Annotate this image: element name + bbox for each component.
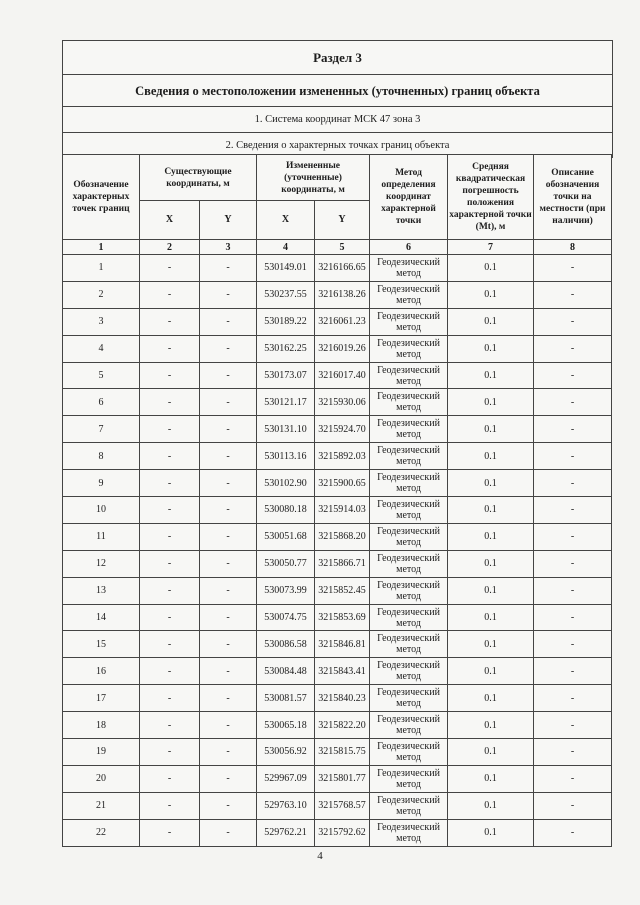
table-row xyxy=(63,819,612,846)
existing-y-cell: - xyxy=(200,497,257,524)
point-number-cell: 8 xyxy=(63,443,140,470)
point-number-cell: 21 xyxy=(63,792,140,819)
column-number: 5 xyxy=(315,240,370,255)
method-cell: Геодезический метод xyxy=(370,497,448,524)
existing-y-cell: - xyxy=(200,792,257,819)
changed-x-cell: 530113.16 xyxy=(257,443,315,470)
existing-y-cell: - xyxy=(200,470,257,497)
existing-y-cell: - xyxy=(200,712,257,739)
table-row xyxy=(63,631,612,658)
point-number-cell: 17 xyxy=(63,685,140,712)
changed-x-cell: 529762.21 xyxy=(257,819,315,846)
changed-y-cell: 3216017.40 xyxy=(315,362,370,389)
existing-y-cell: - xyxy=(200,604,257,631)
method-cell: Геодезический метод xyxy=(370,443,448,470)
table-row xyxy=(63,604,612,631)
method-cell: Геодезический метод xyxy=(370,712,448,739)
description-cell: - xyxy=(534,739,612,766)
description-cell: - xyxy=(534,362,612,389)
existing-x-cell: - xyxy=(140,523,200,550)
changed-y-cell: 3215868.20 xyxy=(315,523,370,550)
accuracy-cell: 0.1 xyxy=(448,792,534,819)
table-row xyxy=(63,362,612,389)
changed-y-cell: 3215853.69 xyxy=(315,604,370,631)
header-changed-x: X xyxy=(257,201,315,240)
changed-y-cell: 3215768.57 xyxy=(315,792,370,819)
method-cell: Геодезический метод xyxy=(370,416,448,443)
existing-y-cell: - xyxy=(200,631,257,658)
point-number-cell: 11 xyxy=(63,523,140,550)
column-number: 6 xyxy=(370,240,448,255)
changed-x-cell: 530084.48 xyxy=(257,658,315,685)
description-cell: - xyxy=(534,765,612,792)
table-row xyxy=(63,792,612,819)
existing-x-cell: - xyxy=(140,819,200,846)
method-cell: Геодезический метод xyxy=(370,685,448,712)
column-numbers-row xyxy=(63,240,612,255)
existing-x-cell: - xyxy=(140,792,200,819)
header-existing-y: Y xyxy=(200,201,257,240)
changed-x-cell: 530074.75 xyxy=(257,604,315,631)
point-number-cell: 12 xyxy=(63,550,140,577)
existing-y-cell: - xyxy=(200,281,257,308)
changed-x-cell: 530081.57 xyxy=(257,685,315,712)
changed-x-cell: 530080.18 xyxy=(257,497,315,524)
existing-x-cell: - xyxy=(140,443,200,470)
point-number-cell: 10 xyxy=(63,497,140,524)
coord-system-line: 1. Система координат МСК 47 зона 3 xyxy=(63,107,612,133)
method-cell: Геодезический метод xyxy=(370,550,448,577)
method-cell: Геодезический метод xyxy=(370,470,448,497)
existing-y-cell: - xyxy=(200,416,257,443)
accuracy-cell: 0.1 xyxy=(448,389,534,416)
changed-y-cell: 3215892.03 xyxy=(315,443,370,470)
point-number-cell: 3 xyxy=(63,308,140,335)
changed-x-cell: 530065.18 xyxy=(257,712,315,739)
existing-x-cell: - xyxy=(140,658,200,685)
changed-y-cell: 3215801.77 xyxy=(315,765,370,792)
changed-x-cell: 530073.99 xyxy=(257,577,315,604)
accuracy-cell: 0.1 xyxy=(448,281,534,308)
page-number: 4 xyxy=(317,850,323,862)
accuracy-cell: 0.1 xyxy=(448,308,534,335)
header-changed-coords: Измененные (уточненные) координаты, м xyxy=(257,155,370,201)
point-number-cell: 19 xyxy=(63,739,140,766)
existing-x-cell: - xyxy=(140,255,200,282)
table-row xyxy=(63,470,612,497)
changed-x-cell: 530102.90 xyxy=(257,470,315,497)
changed-y-cell: 3215866.71 xyxy=(315,550,370,577)
section-title: Раздел 3 xyxy=(63,41,612,75)
existing-x-cell: - xyxy=(140,335,200,362)
existing-y-cell: - xyxy=(200,739,257,766)
existing-y-cell: - xyxy=(200,577,257,604)
changed-x-cell: 529967.09 xyxy=(257,765,315,792)
method-cell: Геодезический метод xyxy=(370,658,448,685)
method-cell: Геодезический метод xyxy=(370,819,448,846)
table-row xyxy=(63,550,612,577)
existing-x-cell: - xyxy=(140,362,200,389)
method-cell: Геодезический метод xyxy=(370,308,448,335)
point-number-cell: 18 xyxy=(63,712,140,739)
method-cell: Геодезический метод xyxy=(370,765,448,792)
changed-y-cell: 3215822.20 xyxy=(315,712,370,739)
existing-x-cell: - xyxy=(140,712,200,739)
changed-y-cell: 3215930.06 xyxy=(315,389,370,416)
column-number: 1 xyxy=(63,240,140,255)
column-number: 3 xyxy=(200,240,257,255)
table-row xyxy=(63,765,612,792)
changed-y-cell: 3215900.65 xyxy=(315,470,370,497)
changed-x-cell: 530051.68 xyxy=(257,523,315,550)
accuracy-cell: 0.1 xyxy=(448,604,534,631)
method-cell: Геодезический метод xyxy=(370,523,448,550)
method-cell: Геодезический метод xyxy=(370,631,448,658)
changed-y-cell: 3215924.70 xyxy=(315,416,370,443)
description-cell: - xyxy=(534,792,612,819)
changed-x-cell: 530149.01 xyxy=(257,255,315,282)
header-description: Описание обозначения точки на местности (при наличии) xyxy=(534,155,612,240)
accuracy-cell: 0.1 xyxy=(448,416,534,443)
accuracy-cell: 0.1 xyxy=(448,685,534,712)
changed-x-cell: 529763.10 xyxy=(257,792,315,819)
accuracy-cell: 0.1 xyxy=(448,335,534,362)
changed-x-cell: 530121.17 xyxy=(257,389,315,416)
changed-y-cell: 3215840.23 xyxy=(315,685,370,712)
existing-x-cell: - xyxy=(140,577,200,604)
header-existing-x: X xyxy=(140,201,200,240)
changed-y-cell: 3215914.03 xyxy=(315,497,370,524)
changed-y-cell: 3216019.26 xyxy=(315,335,370,362)
table-row xyxy=(63,577,612,604)
accuracy-cell: 0.1 xyxy=(448,819,534,846)
changed-x-cell: 530162.25 xyxy=(257,335,315,362)
existing-x-cell: - xyxy=(140,604,200,631)
header-accuracy: Средняя квадратическая погрешность положения характерной точки (Mt), м xyxy=(448,155,534,240)
method-cell: Геодезический метод xyxy=(370,255,448,282)
column-number: 2 xyxy=(140,240,200,255)
method-cell: Геодезический метод xyxy=(370,739,448,766)
point-number-cell: 20 xyxy=(63,765,140,792)
changed-y-cell: 3215852.45 xyxy=(315,577,370,604)
description-cell: - xyxy=(534,631,612,658)
accuracy-cell: 0.1 xyxy=(448,550,534,577)
existing-y-cell: - xyxy=(200,255,257,282)
accuracy-cell: 0.1 xyxy=(448,739,534,766)
description-cell: - xyxy=(534,255,612,282)
description-cell: - xyxy=(534,281,612,308)
description-cell: - xyxy=(534,416,612,443)
changed-y-cell: 3216166.65 xyxy=(315,255,370,282)
column-number: 4 xyxy=(257,240,315,255)
table-row xyxy=(63,658,612,685)
table-row xyxy=(63,685,612,712)
existing-y-cell: - xyxy=(200,443,257,470)
table-row xyxy=(63,335,612,362)
changed-y-cell: 3215846.81 xyxy=(315,631,370,658)
existing-y-cell: - xyxy=(200,658,257,685)
description-cell: - xyxy=(534,604,612,631)
method-cell: Геодезический метод xyxy=(370,792,448,819)
point-number-cell: 5 xyxy=(63,362,140,389)
existing-x-cell: - xyxy=(140,550,200,577)
changed-y-cell: 3215815.75 xyxy=(315,739,370,766)
changed-x-cell: 530237.55 xyxy=(257,281,315,308)
description-cell: - xyxy=(534,308,612,335)
existing-y-cell: - xyxy=(200,362,257,389)
description-cell: - xyxy=(534,470,612,497)
description-cell: - xyxy=(534,712,612,739)
method-cell: Геодезический метод xyxy=(370,281,448,308)
existing-x-cell: - xyxy=(140,470,200,497)
changed-x-cell: 530086.58 xyxy=(257,631,315,658)
existing-y-cell: - xyxy=(200,765,257,792)
point-number-cell: 15 xyxy=(63,631,140,658)
existing-x-cell: - xyxy=(140,416,200,443)
table-row xyxy=(63,389,612,416)
header-existing-coords: Существующие координаты, м xyxy=(140,155,257,201)
method-cell: Геодезический метод xyxy=(370,362,448,389)
header-changed-y: Y xyxy=(315,201,370,240)
changed-y-cell: 3215792.62 xyxy=(315,819,370,846)
accuracy-cell: 0.1 xyxy=(448,443,534,470)
changed-x-cell: 530173.07 xyxy=(257,362,315,389)
description-cell: - xyxy=(534,819,612,846)
existing-x-cell: - xyxy=(140,308,200,335)
description-cell: - xyxy=(534,523,612,550)
method-cell: Геодезический метод xyxy=(370,389,448,416)
existing-x-cell: - xyxy=(140,389,200,416)
changed-x-cell: 530189.22 xyxy=(257,308,315,335)
changed-x-cell: 530056.92 xyxy=(257,739,315,766)
existing-x-cell: - xyxy=(140,739,200,766)
points-heading: 2. Сведения о характерных точках границ объекта xyxy=(63,133,612,158)
accuracy-cell: 0.1 xyxy=(448,712,534,739)
point-number-cell: 14 xyxy=(63,604,140,631)
existing-x-cell: - xyxy=(140,685,200,712)
existing-x-cell: - xyxy=(140,497,200,524)
table-row xyxy=(63,443,612,470)
description-cell: - xyxy=(534,550,612,577)
accuracy-cell: 0.1 xyxy=(448,523,534,550)
point-number-cell: 16 xyxy=(63,658,140,685)
point-number-cell: 7 xyxy=(63,416,140,443)
existing-y-cell: - xyxy=(200,523,257,550)
existing-x-cell: - xyxy=(140,281,200,308)
table-row xyxy=(63,712,612,739)
table-row xyxy=(63,255,612,282)
existing-y-cell: - xyxy=(200,389,257,416)
existing-y-cell: - xyxy=(200,308,257,335)
point-number-cell: 13 xyxy=(63,577,140,604)
method-cell: Геодезический метод xyxy=(370,577,448,604)
description-cell: - xyxy=(534,658,612,685)
existing-y-cell: - xyxy=(200,685,257,712)
header-method: Метод определения координат характерной точки xyxy=(370,155,448,240)
section-subtitle: Сведения о местоположении измененных (уточненных) границ объекта xyxy=(63,75,612,107)
table-row xyxy=(63,281,612,308)
point-number-cell: 9 xyxy=(63,470,140,497)
method-cell: Геодезический метод xyxy=(370,335,448,362)
table-row xyxy=(63,416,612,443)
existing-y-cell: - xyxy=(200,819,257,846)
existing-y-cell: - xyxy=(200,335,257,362)
table-body xyxy=(63,255,612,847)
column-number: 8 xyxy=(534,240,612,255)
accuracy-cell: 0.1 xyxy=(448,658,534,685)
accuracy-cell: 0.1 xyxy=(448,765,534,792)
point-number-cell: 4 xyxy=(63,335,140,362)
accuracy-cell: 0.1 xyxy=(448,470,534,497)
changed-y-cell: 3215843.41 xyxy=(315,658,370,685)
existing-x-cell: - xyxy=(140,765,200,792)
point-number-cell: 22 xyxy=(63,819,140,846)
boundary-points-table xyxy=(62,154,612,847)
accuracy-cell: 0.1 xyxy=(448,577,534,604)
changed-x-cell: 530050.77 xyxy=(257,550,315,577)
changed-x-cell: 530131.10 xyxy=(257,416,315,443)
description-cell: - xyxy=(534,685,612,712)
changed-y-cell: 3216138.26 xyxy=(315,281,370,308)
section-header xyxy=(62,40,613,158)
header-point-designation: Обозначение характерных точек границ xyxy=(63,155,140,240)
table-row xyxy=(63,739,612,766)
point-number-cell: 6 xyxy=(63,389,140,416)
accuracy-cell: 0.1 xyxy=(448,631,534,658)
table-row xyxy=(63,523,612,550)
accuracy-cell: 0.1 xyxy=(448,255,534,282)
description-cell: - xyxy=(534,577,612,604)
table-row xyxy=(63,497,612,524)
existing-y-cell: - xyxy=(200,550,257,577)
accuracy-cell: 0.1 xyxy=(448,497,534,524)
description-cell: - xyxy=(534,389,612,416)
point-number-cell: 2 xyxy=(63,281,140,308)
accuracy-cell: 0.1 xyxy=(448,362,534,389)
point-number-cell: 1 xyxy=(63,255,140,282)
description-cell: - xyxy=(534,497,612,524)
description-cell: - xyxy=(534,443,612,470)
changed-y-cell: 3216061.23 xyxy=(315,308,370,335)
method-cell: Геодезический метод xyxy=(370,604,448,631)
column-number: 7 xyxy=(448,240,534,255)
existing-x-cell: - xyxy=(140,631,200,658)
description-cell: - xyxy=(534,335,612,362)
table-row xyxy=(63,308,612,335)
